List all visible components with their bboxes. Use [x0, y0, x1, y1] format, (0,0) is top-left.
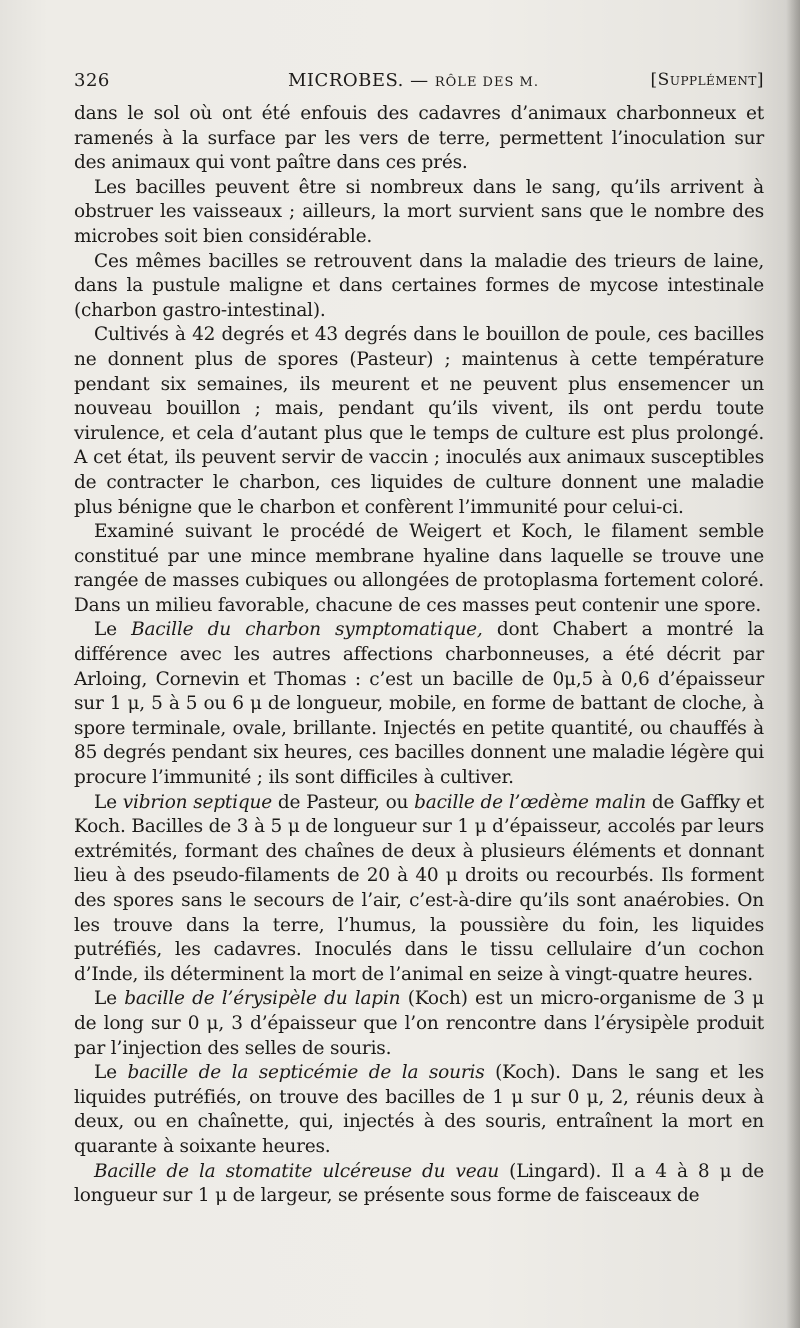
text-run: Le: [94, 791, 123, 813]
paragraph-p10: [74, 1160, 764, 1209]
page-number: 326: [74, 70, 110, 91]
running-header: [74, 70, 764, 100]
paragraph-p4: [74, 323, 764, 520]
text-run: dont Chabert a montré la différence avec les autres affections charbonneuses, a été décrit par Arloing, Cornevin et Thomas : c’est un bacille de 0μ,5 à 0,6 d’épaisseur sur 1 μ, 5 à 5 ou 6 μ de longueur, mobile, en forme de battant de cloche, à spore terminale, ovale, brillante. Injectés en petite quantité, ou chauffés à 85 degrés pendant six heures, ces bacilles donnent une maladie légère qui procure l’immunité ; ils sont difficiles à cultiver.: [74, 619, 765, 789]
text-run: (Koch) est un micro-organisme de 3 μ de long sur 0 μ, 3 d’épaisseur que l’on rencontre dans l’érysipèle produit par l’injection des selles de souris.: [74, 988, 765, 1059]
italic-term: bacille de l’érysipèle du lapin: [124, 988, 401, 1010]
paragraph-p2: [74, 176, 764, 250]
paragraph-p7: [74, 791, 764, 988]
text-run: (Koch). Dans le sang et les liquides putréfiés, on trouve des bacilles de 1 μ sur 0 μ, 2, réunis deux à deux, ou en chaînette, qui, injectés à des souris, entraînent la mort en quarante à soixante heures.: [74, 1062, 764, 1157]
text-run: (Lingard). Il a 4 à 8 μ de longueur sur 1 μ de largeur, se présente sous forme de faisceaux de: [74, 1160, 764, 1207]
paragraph-p1: [74, 102, 764, 176]
text-run: de Gaffky et Koch. Bacilles de 3 à 5 μ de longueur sur 1 μ d’épaisseur, accolés par leurs extrémités, formant des chaînes de deux à plusieurs éléments et donnant lieu à des pseudo-filaments de 20 à 40 μ droits ou recourbés. Ils forment des spores sans le secours de l’air, c’est-à-dire qu’ils sont anaérobies. On les trouve dans la terre, l’humus, la poussière du foin, les liquides putréfiés, les cadavres. Inoculés dans le tissu cellulaire d’un cochon d’Inde, ils déterminent la mort de l’animal en seize à vingt-quatre heures.: [74, 791, 765, 985]
paragraph-p6: [74, 618, 764, 790]
italic-term: Bacille de la stomatite ulcéreuse du veau: [94, 1160, 500, 1182]
text-run: Le: [94, 988, 125, 1010]
page-edge-shadow: [786, 0, 800, 1328]
text-run: Les bacilles peuvent être si nombreux dans le sang, qu’ils arrivent à obstruer les vaisseaux ; ailleurs, la mort survient sans que le nombre des microbes soit bien considérable.: [74, 176, 764, 247]
text-run: Le: [94, 1062, 128, 1084]
paragraph-p8: [74, 987, 764, 1061]
running-title-main: MICROBES.: [288, 70, 404, 91]
text-run: dans le sol où ont été enfouis des cadavres d’animaux charbonneux et ramenés à la surface par les vers de terre, permettent l’inoculation sur des animaux qui vont paître dans ces prés.: [74, 103, 764, 174]
paragraph-p9: [74, 1061, 764, 1159]
italic-term: bacille de l’œdème malin: [414, 791, 647, 813]
text-run: Ces mêmes bacilles se retrouvent dans la maladie des trieurs de laine, dans la pustule maligne et dans certaines formes de mycose intestinale (charbon gastro-intestinal).: [74, 250, 764, 321]
text-run: Le: [94, 619, 132, 641]
italic-term: vibrion septique: [122, 791, 272, 813]
paragraph-p3: [74, 250, 764, 324]
body-text: [74, 102, 764, 1209]
running-title: [288, 70, 539, 91]
running-title-small: RÔLE DES M.: [434, 75, 539, 90]
paragraph-p5: [74, 520, 764, 618]
section-label: [Supplément]: [650, 70, 764, 90]
text-run: de Pasteur, ou: [272, 791, 415, 813]
text-run: Examiné suivant le procédé de Weigert et Koch, le filament semble constitué par une mince membrane hyaline dans laquelle se trouve une rangée de masses cubiques ou allongées de protoplasma fortement coloré. Dans un milieu favorable, chacune de ces masses peut contenir une spore.: [74, 521, 764, 616]
running-title-dash: —: [403, 70, 435, 91]
italic-term: Bacille du charbon symptomatique,: [131, 619, 483, 641]
italic-term: bacille de la septicémie de la souris: [127, 1062, 485, 1084]
text-run: Cultivés à 42 degrés et 43 degrés dans le bouillon de poule, ces bacilles ne donnent plus de spores (Pasteur) ; maintenus à cette température pendant six semaines, ils meurent et ne peuvent plus ensemencer un nouveau bouillon ; mais, pendant qu’ils vivent, ils ont perdu toute virulence, et cela d’autant plus que le temps de culture est plus prolongé. A cet état, ils peuvent servir de vaccin ; inoculés aux animaux susceptibles de contracter le charbon, ces liquides de culture donnent une maladie plus bénigne que le charbon et confèrent l’immunité pour celui-ci.: [74, 324, 764, 518]
